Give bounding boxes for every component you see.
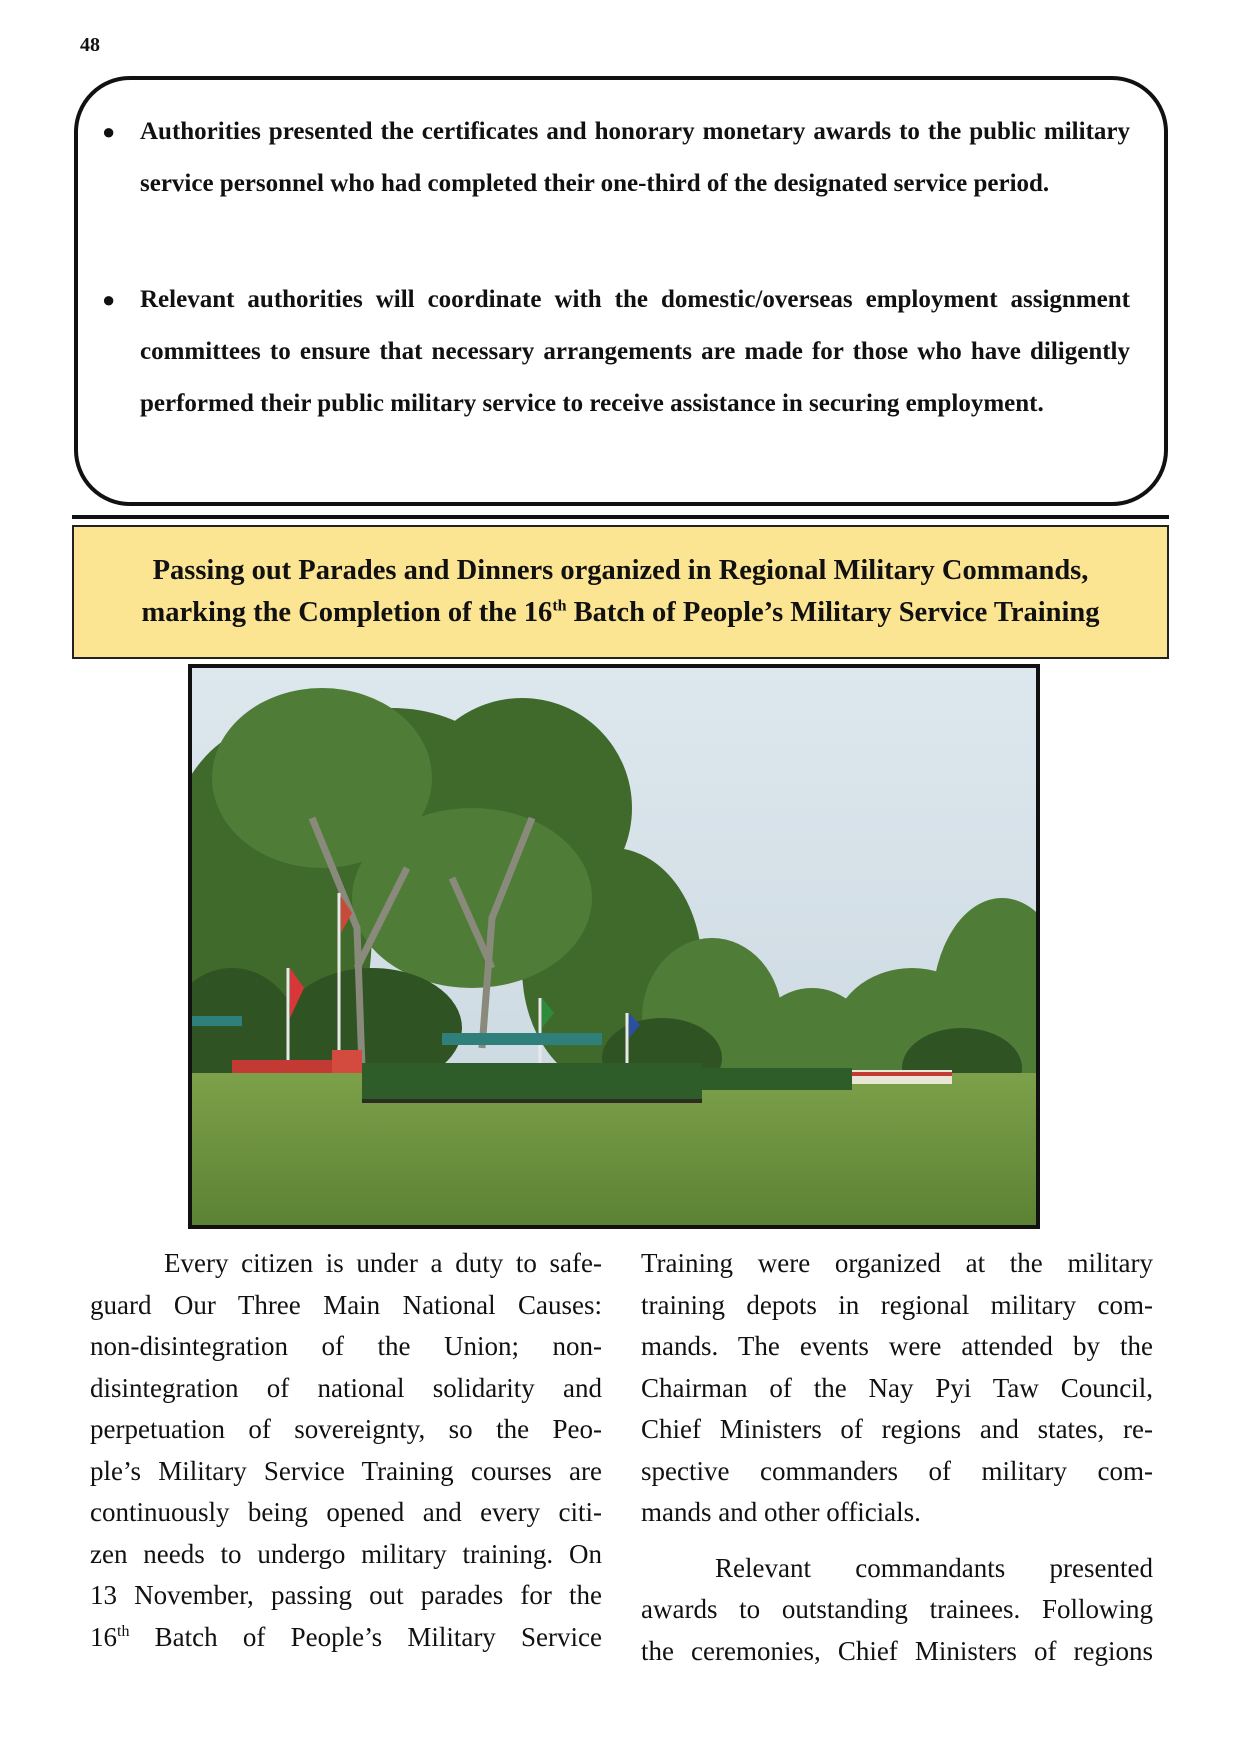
article-left-column xyxy=(90,1243,602,1658)
article-line: the ceremonies, Chief Ministers of regions xyxy=(641,1635,1153,1666)
article-line: Chairman of the Nay Pyi Taw Council, xyxy=(641,1372,1153,1403)
article-line: non-disintegration of the Union; non- xyxy=(90,1331,602,1361)
bullet-dot-icon: ● xyxy=(102,119,116,144)
article-line: zen needs to undergo military training. On xyxy=(90,1538,602,1569)
article-superscript: th xyxy=(117,1622,130,1640)
article-line: Relevant commandants presented xyxy=(715,1552,1153,1583)
page-number: 48 xyxy=(80,34,100,56)
article-line: 13 November, passing out parades for the xyxy=(90,1580,602,1610)
headline-superscript: th xyxy=(552,597,567,615)
bullet-item xyxy=(102,106,1130,210)
article-line: guard Our Three Main National Causes: xyxy=(90,1289,602,1320)
info-box xyxy=(74,76,1168,506)
article-line: awards to outstanding trainees. Following xyxy=(641,1594,1153,1624)
bullet-line: designated service period. xyxy=(773,170,1050,197)
section-divider xyxy=(72,515,1169,519)
article-line: perpetuation of sovereignty, so the Peo- xyxy=(90,1414,602,1444)
article-line: training depots in regional military com- xyxy=(641,1289,1153,1320)
article-line: Chief Ministers of regions and states, re- xyxy=(641,1414,1153,1444)
bullet-dot-icon: ● xyxy=(102,287,116,312)
article-line: spective commanders of military com- xyxy=(641,1455,1153,1486)
headline-line-2 xyxy=(141,592,1099,634)
headline-text: Batch of People’s Military Service Training xyxy=(566,597,1100,628)
bullet-line: those who have diligently performed their public military service to receive xyxy=(140,338,1131,417)
article-line: ple’s Military Service Training courses are xyxy=(90,1455,602,1486)
paragraph-gap xyxy=(641,1534,1153,1548)
article-right-column xyxy=(641,1243,1153,1672)
passing-out-parade-photo xyxy=(188,664,1040,1229)
bullet-item xyxy=(102,274,1131,430)
bullet-line: public military service personnel who had completed their one-third of the xyxy=(140,118,1130,197)
article-line xyxy=(90,1617,602,1659)
headline-line-1: Passing out Parades and Dinners organized in Regional Military Commands, xyxy=(152,555,1089,586)
article-line: Training were organized at the military xyxy=(641,1248,1153,1278)
article-text: Batch of People’s Military Service xyxy=(129,1621,602,1652)
article-line: Every citizen is under a duty to safe- xyxy=(164,1248,602,1278)
article-line: disintegration of national solidarity and xyxy=(90,1372,602,1403)
bullet-line: assignment committees to ensure that necessary arrangements are made for xyxy=(140,286,1130,365)
bullet-line: assistance in securing employment. xyxy=(670,390,1044,417)
parade-illustration xyxy=(192,668,1036,1225)
article-line: mands and other officials. xyxy=(641,1497,921,1527)
bullet-line: Relevant authorities will coordinate with the domestic/overseas employment xyxy=(140,286,998,313)
article-line: continuously being opened and every citi- xyxy=(90,1497,602,1527)
section-headline xyxy=(72,525,1169,659)
headline-text: marking the Completion of the 16 xyxy=(141,597,553,628)
article-line: mands. The events were attended by the xyxy=(641,1331,1153,1361)
bullet-line: Authorities presented the certificates and honorary monetary awards to the xyxy=(140,118,962,145)
article-text: 16 xyxy=(90,1621,117,1652)
